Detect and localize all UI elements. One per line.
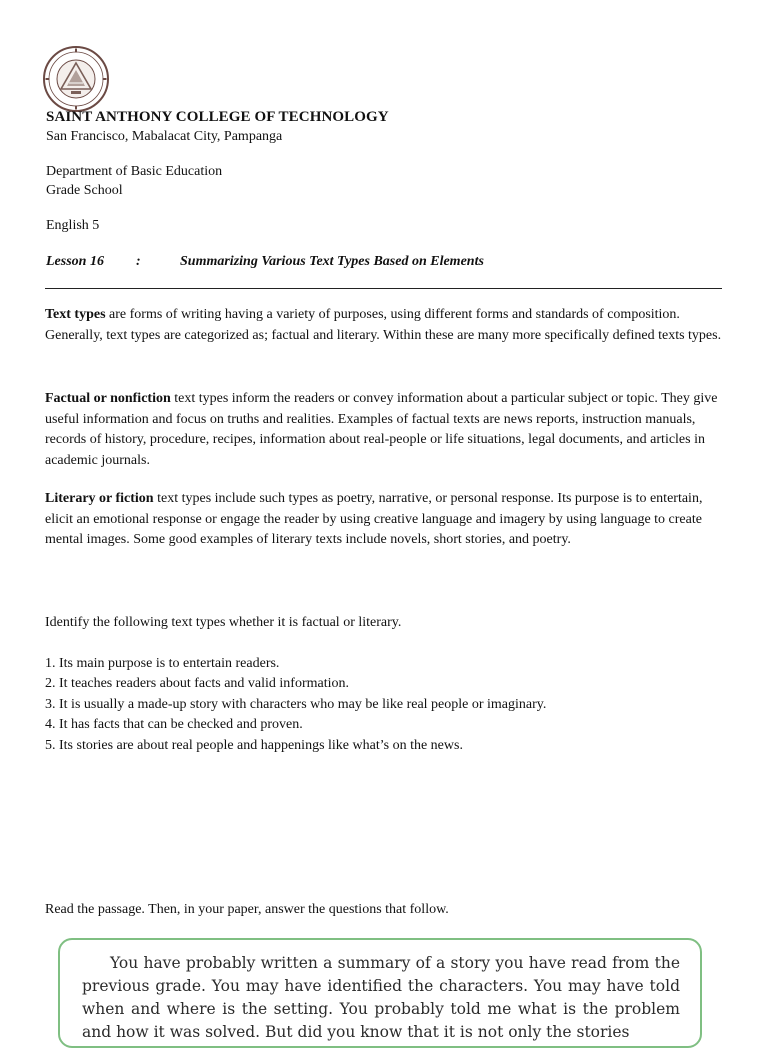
lesson-separator: : bbox=[136, 254, 141, 269]
definition-text-types: are forms of writing having a variety of purposes, using different forms and standards of composition. Generally, text types are categorized as; factual and literary. Within these are many more specifically defined texts types. bbox=[45, 307, 722, 343]
list-item: 1. Its main purpose is to entertain readers. bbox=[45, 656, 280, 671]
school-level: Grade School bbox=[46, 183, 123, 198]
definition-factual: text types inform the readers or convey information about a particular subject or topic. They give useful information and focus on truths and realities. Examples of factual texts are news reports, instruction manuals, records of history, procedure, recipes, information about real-people or life situations, legal documents, and articles in academic journals. bbox=[45, 391, 718, 469]
list-item: 5. Its stories are about real people and happenings like what’s on the news. bbox=[45, 737, 463, 753]
term-literary: Literary or fiction bbox=[45, 491, 154, 506]
paragraph-factual bbox=[45, 389, 725, 472]
subject-name: English 5 bbox=[46, 218, 100, 233]
list-item: 4. It has facts that can be checked and proven. bbox=[45, 717, 303, 733]
header-divider bbox=[45, 288, 722, 289]
lesson-title: Summarizing Various Text Types Based on Elements bbox=[180, 254, 484, 269]
activity-instruction: Identify the following text types whether it is factual or literary. bbox=[45, 615, 402, 630]
reading-instruction: Read the passage. Then, in your paper, answer the questions that follow. bbox=[45, 902, 449, 917]
passage-box bbox=[58, 938, 702, 1048]
paragraph-text-types bbox=[45, 305, 725, 346]
passage-text: You have probably written a summary of a story you have read from the previous grade. You may have identified the characters. You may have told when and where is the setting. You probably told me what is the problem and how it was solved. But did you know that it is not only the stories bbox=[82, 954, 680, 1041]
term-factual: Factual or nonfiction bbox=[45, 391, 171, 406]
lesson-number: Lesson 16 bbox=[46, 254, 104, 269]
list-item: 3. It is usually a made-up story with characters who may be like real people or imaginary. bbox=[45, 696, 547, 712]
paragraph-literary bbox=[45, 489, 725, 551]
list-item: 2. It teaches readers about facts and valid information. bbox=[45, 676, 349, 692]
school-seal-icon bbox=[42, 45, 110, 113]
department-name: Department of Basic Education bbox=[46, 164, 223, 179]
activity-question-list bbox=[45, 654, 546, 756]
school-name: SAINT ANTHONY COLLEGE OF TECHNOLOGY bbox=[46, 109, 389, 125]
definition-literary: text types include such types as poetry, narrative, or personal response. Its purpose is to entertain, elicit an emotional response or engage the reader by using creative language and imagery by using language to create mental images. Some good examples of literary texts include novels, short stories, and poetry. bbox=[45, 491, 703, 548]
school-address: San Francisco, Mabalacat City, Pampanga bbox=[46, 129, 283, 144]
term-text-types: Text types bbox=[45, 307, 106, 322]
